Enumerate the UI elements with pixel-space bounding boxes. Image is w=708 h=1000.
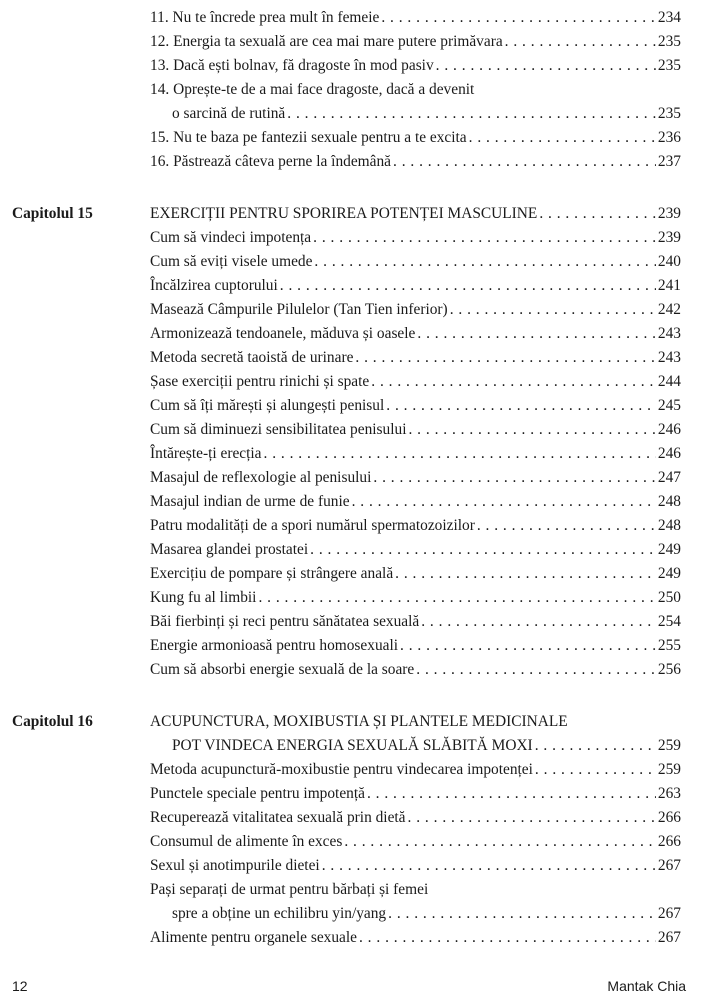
entry-text: Armonizează tendoanele, măduva și oasele	[150, 325, 416, 342]
toc-entry	[150, 658, 681, 682]
entry-text: Cum să diminuezi sensibilitatea penisului	[150, 421, 407, 438]
entry-page: 267	[657, 857, 681, 874]
entry-text: Metoda secretă taoistă de urinare	[150, 349, 354, 366]
toc-entry	[150, 322, 681, 346]
toc-entry	[150, 490, 681, 514]
chapter-label: Capitolul 15	[12, 205, 93, 222]
entry-page: 234	[657, 9, 681, 26]
leader-dots	[436, 54, 656, 78]
leader-dots	[280, 274, 656, 298]
leader-dots	[477, 514, 656, 538]
toc-entry	[150, 126, 681, 150]
leader-dots	[371, 370, 656, 394]
entry-text: Alimente pentru organele sexuale	[150, 929, 357, 946]
leader-dots	[469, 126, 656, 150]
entry-text: Cum să eviți visele umede	[150, 253, 313, 270]
toc-entry	[150, 926, 681, 950]
leader-dots	[313, 226, 656, 250]
entry-page: 266	[657, 809, 681, 826]
entry-page: 237	[657, 153, 681, 170]
chapter-title-text: POT VINDECA ENERGIA SEXUALĂ SLĂBITĂ MOXI	[172, 737, 533, 754]
entry-text: Kung fu al limbii	[150, 589, 257, 606]
leader-dots	[359, 926, 656, 950]
leader-dots	[408, 806, 656, 830]
entry-text: Sexul și anotimpurile dietei	[150, 857, 320, 874]
toc-entry	[150, 830, 681, 854]
entry-page: 245	[657, 397, 681, 414]
toc-entry	[150, 758, 681, 782]
leader-dots	[416, 658, 656, 682]
chapter-title	[150, 710, 681, 734]
leader-dots	[352, 490, 656, 514]
toc-entry	[150, 250, 681, 274]
entry-page: 256	[657, 661, 681, 678]
entry-page: 248	[657, 517, 681, 534]
leader-dots	[421, 610, 656, 634]
entry-page: 267	[657, 929, 681, 946]
entry-text: 12. Energia ta sexuală are cea mai mare putere primăvara	[150, 33, 503, 50]
toc-entry	[150, 854, 681, 878]
toc-entry	[150, 878, 681, 902]
toc-entry	[150, 538, 681, 562]
leader-dots	[386, 394, 656, 418]
entry-page: 266	[657, 833, 681, 850]
entry-page: 249	[657, 541, 681, 558]
entry-text: 13. Dacă ești bolnav, fă dragoste în mod pasiv	[150, 57, 434, 74]
leader-dots	[367, 782, 656, 806]
leader-dots	[381, 6, 656, 30]
leader-dots	[322, 854, 656, 878]
entry-text: Cum să absorbi energie sexuală de la soare	[150, 661, 415, 678]
entry-text: Masajul de reflexologie al penisului	[150, 469, 372, 486]
entry-text: Șase exerciții pentru rinichi și spate	[150, 373, 370, 390]
toc-entry	[150, 586, 681, 610]
leader-dots	[417, 322, 656, 346]
entry-text: Întărește-ți erecția	[150, 445, 262, 462]
entry-text: o sarcină de rutină	[172, 105, 286, 122]
leader-dots	[344, 830, 656, 854]
leader-dots	[395, 562, 656, 586]
leader-dots	[408, 418, 655, 442]
leader-dots	[450, 298, 656, 322]
entry-text: Pași separați de urmat pentru bărbați și femei	[150, 881, 429, 898]
entry-page: 241	[657, 277, 681, 294]
toc-entry	[150, 562, 681, 586]
toc-entry	[150, 54, 681, 78]
entry-page: 236	[657, 129, 681, 146]
leader-dots	[400, 634, 656, 658]
entry-text: 14. Oprește-te de a mai face dragoste, dacă a devenit	[150, 81, 475, 98]
entry-text: Recuperează vitalitatea sexuală prin dietă	[150, 809, 406, 826]
leader-dots	[388, 902, 656, 926]
entry-page: 248	[657, 493, 681, 510]
entry-page: 239	[657, 229, 681, 246]
toc-entry	[172, 102, 681, 126]
leader-dots	[310, 538, 656, 562]
leader-dots	[535, 758, 656, 782]
toc-entry	[172, 902, 681, 926]
chapter-label: Capitolul 16	[12, 713, 93, 730]
entry-text: Masează Câmpurile Pilulelor (Tan Tien inferior)	[150, 301, 448, 318]
entry-page: 267	[657, 905, 681, 922]
toc-entry	[150, 274, 681, 298]
leader-dots	[393, 150, 656, 174]
toc-entry	[150, 30, 681, 54]
toc-entry	[150, 6, 681, 30]
toc-entry	[150, 466, 681, 490]
leader-dots	[287, 102, 656, 126]
leader-dots	[373, 466, 656, 490]
chapter-title-text: ACUPUNCTURA, MOXIBUSTIA ȘI PLANTELE MEDICINALE	[150, 713, 568, 730]
toc-entry	[150, 150, 681, 174]
leader-dots	[314, 250, 655, 274]
leader-dots	[355, 346, 656, 370]
entry-text: Punctele speciale pentru impotență	[150, 785, 365, 802]
toc-entry	[150, 610, 681, 634]
entry-text: Încălzirea cuptorului	[150, 277, 278, 294]
toc-entry	[150, 806, 681, 830]
entry-page: 259	[657, 761, 681, 778]
entry-page: 240	[657, 253, 681, 270]
entry-page: 249	[657, 565, 681, 582]
leader-dots	[535, 734, 656, 758]
toc-entry	[150, 514, 681, 538]
toc-entry	[150, 634, 681, 658]
entry-text: Cum să vindeci impotența	[150, 229, 312, 246]
toc-entry	[150, 298, 681, 322]
entry-text: Exercițiu de pompare și strângere anală	[150, 565, 394, 582]
entry-text: 15. Nu te baza pe fantezii sexuale pentru a te excita	[150, 129, 467, 146]
entry-text: 16. Păstrează câteva perne la îndemână	[150, 153, 391, 170]
entry-text: Masarea glandei prostatei	[150, 541, 309, 558]
leader-dots	[539, 202, 656, 226]
toc-entry	[150, 78, 681, 102]
entry-text: spre a obține un echilibru yin/yang	[172, 905, 387, 922]
entry-page: 263	[657, 785, 681, 802]
entry-page: 243	[657, 325, 681, 342]
entry-page: 246	[657, 445, 681, 462]
entry-page: 254	[657, 613, 681, 630]
entry-page: 242	[657, 301, 681, 318]
entry-page: 259	[657, 737, 681, 754]
toc-entry	[150, 370, 681, 394]
toc-entry	[150, 782, 681, 806]
toc-entry	[150, 394, 681, 418]
entry-text: Cum să îți mărești și alungești penisul	[150, 397, 385, 414]
page-number: 12	[12, 978, 28, 994]
leader-dots	[505, 30, 656, 54]
entry-page: 239	[657, 205, 681, 222]
entry-page: 235	[657, 57, 681, 74]
leader-dots	[264, 442, 656, 466]
entry-text: Metoda acupunctură-moxibustie pentru vindecarea impotenței	[150, 761, 533, 778]
entry-text: Masajul indian de urme de funie	[150, 493, 350, 510]
toc-entry	[150, 418, 681, 442]
entry-page: 246	[657, 421, 681, 438]
entry-page: 247	[657, 469, 681, 486]
entry-text: Băi fierbinți și reci pentru sănătatea sexuală	[150, 613, 420, 630]
entry-page: 250	[657, 589, 681, 606]
entry-page: 243	[657, 349, 681, 366]
entry-text: Patru modalități de a spori numărul spermatozoizilor	[150, 517, 475, 534]
entry-page: 235	[657, 33, 681, 50]
chapter-title-text: EXERCIȚII PENTRU SPORIREA POTENȚEI MASCULINE	[150, 205, 538, 222]
chapter-title	[150, 202, 681, 226]
footer-author: Mantak Chia	[607, 978, 686, 994]
leader-dots	[258, 586, 655, 610]
entry-page: 255	[657, 637, 681, 654]
toc-entry	[150, 346, 681, 370]
toc-entry	[150, 226, 681, 250]
toc-entry	[150, 442, 681, 466]
entry-text: Consumul de alimente în exces	[150, 833, 343, 850]
chapter-title-continued	[172, 734, 681, 758]
entry-text: 11. Nu te încrede prea mult în femeie	[150, 9, 380, 26]
entry-page: 244	[657, 373, 681, 390]
entry-text: Energie armonioasă pentru homosexuali	[150, 637, 399, 654]
entry-page: 235	[657, 105, 681, 122]
